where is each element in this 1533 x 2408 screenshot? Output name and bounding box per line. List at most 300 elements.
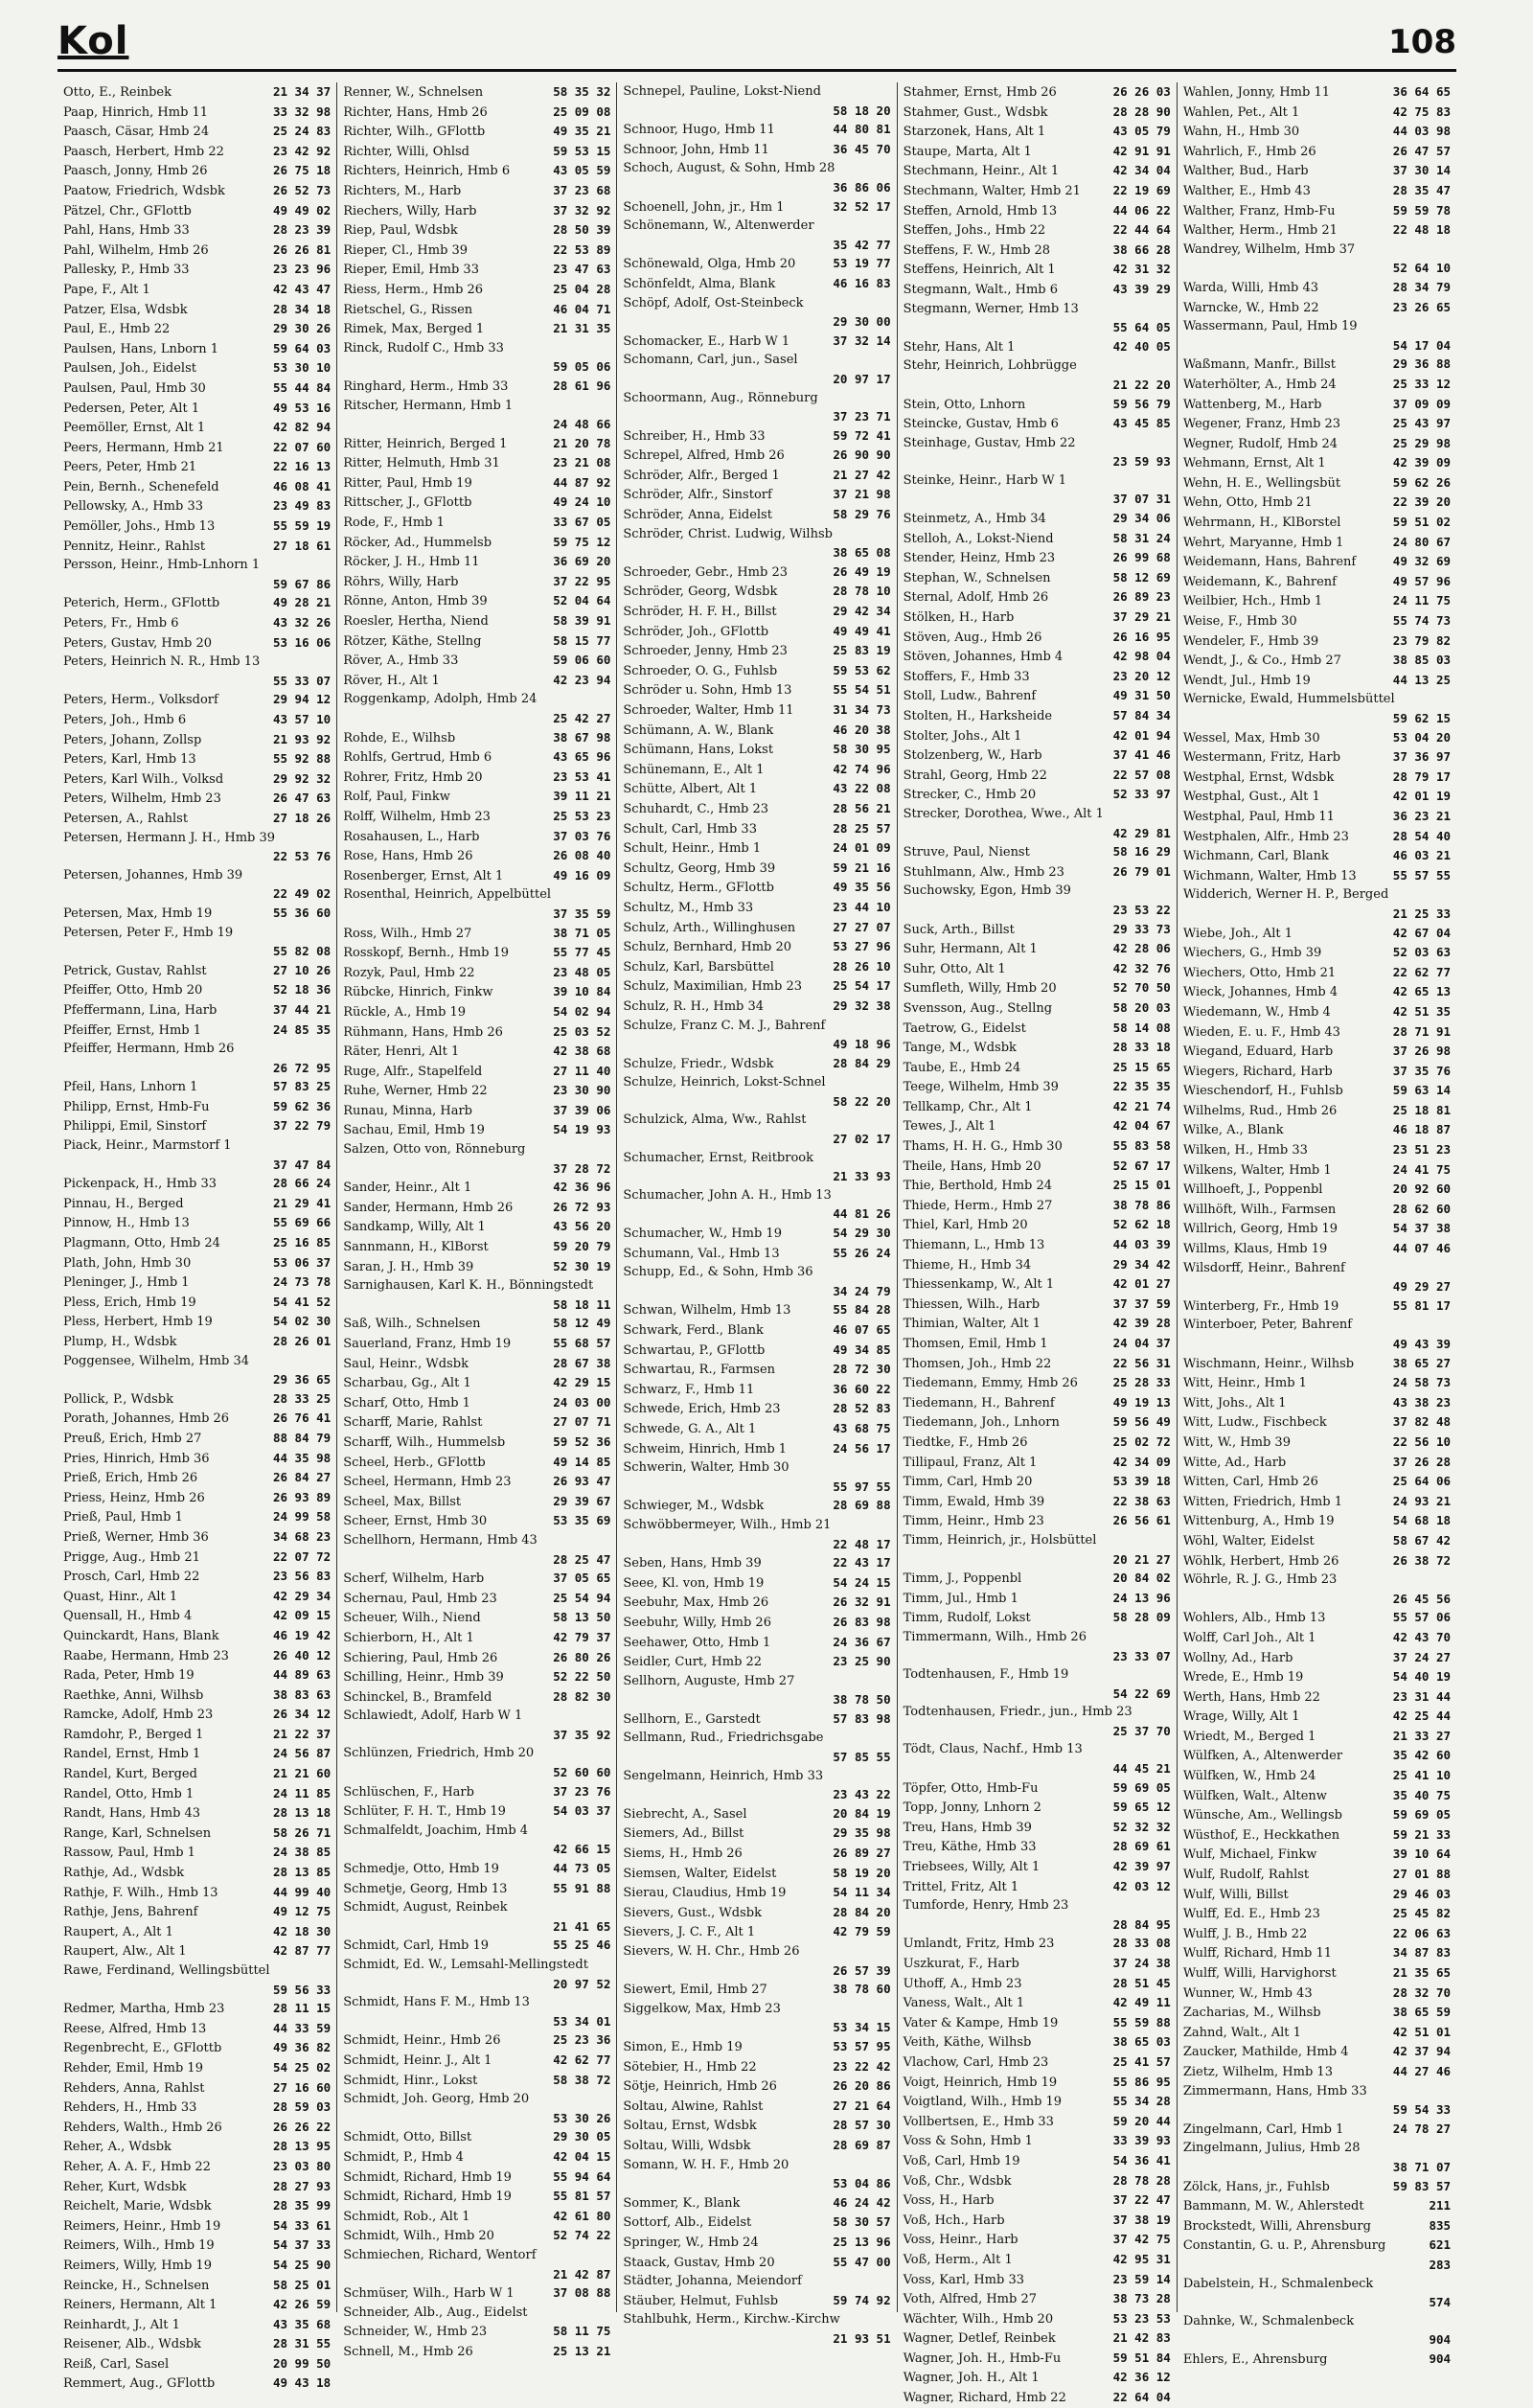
directory-entry	[904, 1818, 1171, 1838]
entry-phone-number: 29 30 26	[272, 321, 332, 336]
directory-entry	[623, 1633, 890, 1653]
entry-name: Tiedemann, Joh., Lnhorn	[903, 1415, 1060, 1431]
entry-name: Waterhölter, A., Hmb 24	[1182, 377, 1337, 392]
directory-entry	[63, 633, 331, 654]
directory-entry	[63, 2019, 331, 2039]
entry-phone-number: 28 72 30	[833, 1362, 891, 1377]
entry-name: Reisener, Alb., Wdsbk	[63, 2337, 201, 2352]
entry-phone-number: 46 03 21	[1392, 848, 1452, 863]
entry-name: Stölken, H., Harb	[903, 610, 1015, 626]
entry-phone-number: 22 44 64	[1112, 222, 1171, 238]
entry-phone-number: 55 83 58	[1112, 1138, 1171, 1154]
entry-name: Riechers, Willy, Harb	[343, 203, 477, 218]
directory-entry	[343, 2226, 610, 2246]
entry-phone-number: 42 82 94	[272, 420, 332, 435]
directory-entry	[343, 768, 610, 788]
directory-entry	[904, 959, 1171, 979]
entry-name: Reese, Alfred, Hmb 13	[63, 2021, 207, 2036]
directory-entry	[623, 740, 890, 760]
entry-name: Wöhl, Walter, Eidelst	[1182, 1533, 1315, 1548]
entry-name: Ramdohr, P., Berged 1	[63, 1727, 204, 1742]
entry-name: Starzonek, Hans, Alt 1	[903, 125, 1046, 140]
directory-entry	[63, 1961, 331, 1981]
entry-phone-number: 22 64 04	[1112, 2390, 1171, 2405]
entry-name: Prieß, Erich, Hmb 26	[63, 1471, 198, 1486]
directory-entry	[623, 1652, 890, 1672]
entry-name: Timm, Heinrich, jr., Holsbüttel	[903, 1532, 1097, 1548]
directory-entry	[623, 2057, 890, 2077]
entry-phone-number: 49 53 16	[272, 400, 332, 415]
entry-phone-number: 58 13 50	[553, 1610, 611, 1625]
directory-entry	[63, 1021, 331, 1041]
entry-phone-number: 25 03 52	[553, 1023, 611, 1039]
directory-entry	[343, 1589, 610, 1609]
directory-entry	[343, 1022, 610, 1043]
entry-name: Schütte, Albert, Alt 1	[623, 782, 758, 797]
entry-phone-number: 42 66 15	[553, 1842, 611, 1857]
entry-name: Richters, Heinrich, Hmb 6	[343, 164, 511, 179]
entry-name: Steinmetz, A., Hmb 34	[903, 512, 1046, 527]
directory-entry	[623, 1341, 890, 1361]
directory-entry	[623, 1300, 890, 1320]
directory-entry	[63, 1429, 331, 1449]
directory-entry	[1183, 434, 1451, 454]
directory-entry	[63, 1999, 331, 2019]
entry-name: Porath, Johannes, Hmb 26	[63, 1411, 230, 1427]
directory-entry	[623, 622, 890, 642]
entry-name: Tillipaul, Franz, Alt 1	[903, 1455, 1038, 1470]
entry-phone-number: 58 67 42	[1392, 1532, 1452, 1548]
directory-entry	[904, 1665, 1171, 1685]
entry-phone-number: 37 42 75	[1112, 2232, 1171, 2247]
entry-name: Sarnighausen, Karl K. H., Bönningstedt	[343, 1278, 594, 1294]
entry-name: Pfeffermann, Lina, Harb	[63, 1002, 217, 1018]
directory-entry	[623, 1613, 890, 1633]
directory-entry	[904, 978, 1171, 998]
entry-phone-number: 25 02 72	[1112, 1433, 1171, 1449]
directory-entry	[904, 2190, 1171, 2211]
entry-phone-number: 46 20 38	[833, 722, 891, 737]
entry-phone-number: 211	[1429, 2198, 1452, 2213]
directory-entry	[1183, 1259, 1451, 1278]
entry-phone-number: 28 33 18	[1112, 1040, 1171, 1055]
entry-name: Peters, Joh., Hmb 6	[63, 713, 187, 727]
directory-entry	[1183, 768, 1451, 788]
entry-phone-number: 22 53 89	[553, 241, 611, 257]
entry-phone-number: 38 78 86	[1112, 1197, 1171, 1212]
entry-name: Wagner, Joh. H., Alt 1	[903, 2371, 1040, 2386]
directory-entry	[63, 1705, 331, 1725]
entry-name: Trittel, Fritz, Alt 1	[903, 1879, 1019, 1894]
entry-name: Tellkamp, Chr., Alt 1	[903, 1099, 1033, 1114]
entry-phone-number: 21 93 92	[272, 731, 332, 746]
directory-entry	[1183, 2100, 1451, 2120]
directory-entry	[904, 842, 1171, 862]
entry-phone-number: 38 65 08	[833, 545, 891, 561]
directory-entry	[623, 1844, 890, 1864]
directory-entry	[343, 1801, 610, 1822]
entry-phone-number: 58 19 20	[833, 1865, 891, 1880]
directory-entry	[623, 236, 890, 255]
entry-name: Witt, Ludw., Fischbeck	[1182, 1415, 1327, 1431]
entry-name: Steincke, Gustav, Hmb 6	[903, 417, 1059, 432]
entry-phone-number: 53 35 69	[553, 1513, 611, 1528]
entry-phone-number: 37 24 27	[1392, 1649, 1452, 1664]
directory-entry	[904, 337, 1171, 357]
directory-entry	[904, 142, 1171, 162]
directory-entry	[904, 1019, 1171, 1039]
entry-phone-number: 22 62 77	[1392, 964, 1452, 979]
directory-entry	[63, 2137, 331, 2157]
entry-phone-number: 49 31 50	[1112, 688, 1171, 703]
directory-entry	[63, 2038, 331, 2058]
entry-name: Dabelstein, H., Schmalenbeck	[1182, 2276, 1374, 2291]
directory-entry	[1183, 747, 1451, 768]
entry-name: Voß, Herm., Alt 1	[903, 2252, 1013, 2267]
entry-phone-number: 53 04 20	[1392, 729, 1452, 745]
entry-name: Schlüter, F. H. T., Hmb 19	[343, 1804, 506, 1820]
directory-entry	[63, 749, 331, 769]
entry-phone-number: 27 16 60	[272, 2079, 332, 2095]
entry-phone-number: 23 56 83	[272, 1569, 332, 1584]
entry-phone-number: 44 03 98	[1392, 124, 1452, 139]
directory-entry	[343, 866, 610, 886]
directory-entry	[904, 939, 1171, 959]
entry-phone-number: 42 43 70	[1392, 1629, 1452, 1644]
entry-name: Steffens, Heinrich, Alt 1	[903, 263, 1056, 278]
directory-entry	[63, 1273, 331, 1293]
directory-entry	[343, 1628, 610, 1648]
entry-phone-number: 55 91 88	[553, 1880, 611, 1895]
entry-phone-number: 42 51 01	[1392, 2024, 1452, 2039]
entry-name: Tumforde, Henry, Hmb 23	[903, 1898, 1069, 1914]
entry-name: Wagner, Richard, Hmb 22	[903, 2391, 1066, 2406]
directory-entry	[1183, 241, 1451, 260]
entry-phone-number: 49 32 69	[1392, 554, 1452, 569]
entry-name: Westphal, Ernst, Wdsbk	[1182, 769, 1335, 785]
entry-name: Salzen, Otto von, Rönneburg	[343, 1142, 526, 1158]
entry-name: Stender, Heinz, Hmb 23	[903, 551, 1056, 566]
entry-name: Pennitz, Heinr., Rahlst	[63, 539, 206, 554]
directory-entry	[343, 2167, 610, 2188]
entry-name: Wülfken, Walt., Altenw	[1182, 1788, 1327, 1803]
entry-phone-number: 26 49 19	[833, 563, 891, 579]
entry-phone-number: 23 25 90	[833, 1654, 891, 1669]
entry-phone-number: 88 84 79	[272, 1430, 332, 1445]
entry-name: Strecker, C., Hmb 20	[903, 788, 1037, 803]
entry-name: Stäuber, Helmut, Fuhlsb	[623, 2293, 779, 2308]
entry-name: Riess, Herm., Hmb 26	[343, 282, 484, 297]
directory-entry	[63, 690, 331, 710]
entry-phone-number: 46 08 41	[272, 478, 332, 493]
directory-entry	[904, 1934, 1171, 1954]
directory-entry	[1183, 1551, 1451, 1571]
entry-name: Petersen, Max, Hmb 19	[63, 906, 213, 921]
directory-entry	[343, 1081, 610, 1101]
entry-name: Wendt, Jul., Hmb 19	[1182, 673, 1311, 688]
entry-phone-number: 42 36 96	[553, 1180, 611, 1195]
entry-phone-number: 34 68 23	[272, 1528, 332, 1544]
directory-entry	[904, 1740, 1171, 1759]
entry-phone-number: 20 97 17	[833, 371, 891, 386]
entry-phone-number: 42 01 27	[1112, 1276, 1171, 1292]
entry-phone-number: 58 30 95	[833, 742, 891, 757]
entry-name: Timmermann, Wilh., Hmb 26	[903, 1629, 1087, 1644]
entry-name: Sötebier, H., Hmb 22	[623, 2059, 757, 2075]
directory-entry	[1183, 2350, 1451, 2370]
entry-name: Wilke, A., Blank	[1182, 1123, 1284, 1138]
directory-entry	[904, 490, 1171, 509]
entry-phone-number: 24 13 96	[1112, 1590, 1171, 1605]
directory-entry	[1183, 82, 1451, 103]
entry-phone-number: 22 39 20	[1392, 494, 1452, 510]
entry-phone-number: 24 73 78	[272, 1274, 332, 1290]
entry-name: Scheel, Max, Billst	[343, 1494, 462, 1509]
entry-name: Soltau, Ernst, Wdsbk	[623, 2119, 757, 2134]
entry-name: Schumacher, John A. H., Hmb 13	[623, 1187, 832, 1203]
entry-name: Weidemann, K., Bahrenf	[1182, 574, 1337, 589]
entry-phone-number: 52 62 18	[1112, 1217, 1171, 1232]
directory-entry	[343, 280, 610, 300]
directory-entry	[1183, 1963, 1451, 1984]
entry-phone-number: 55 59 88	[1112, 2014, 1171, 2030]
entry-phone-number: 38 78 50	[833, 1692, 891, 1708]
entry-phone-number: 36 86 06	[833, 179, 891, 195]
entry-name: Stahmer, Gust., Wdsbk	[903, 104, 1048, 120]
entry-phone-number: 27 18 26	[272, 810, 332, 825]
entry-name: Reincke, H., Schnelsen	[63, 2278, 210, 2293]
entry-phone-number: 54 41 52	[272, 1294, 332, 1309]
entry-phone-number: 38 83 63	[272, 1686, 332, 1702]
entry-phone-number: 37 29 21	[1112, 609, 1171, 625]
directory-entry	[1183, 1590, 1451, 1609]
entry-phone-number: 21 22 20	[1112, 377, 1171, 392]
entry-name: Schmidt, Rob., Alt 1	[343, 2209, 470, 2224]
entry-name: Thieme, H., Hmb 34	[903, 1257, 1032, 1273]
directory-entry	[343, 943, 610, 963]
entry-name: Schmidt, Carl, Hmb 19	[343, 1938, 490, 1954]
directory-entry	[343, 671, 610, 691]
directory-entry	[343, 2283, 610, 2304]
entry-phone-number: 27 21 64	[833, 2098, 891, 2113]
entry-phone-number: 55 44 84	[272, 379, 332, 395]
entry-name: Philippi, Emil, Sinstorf	[63, 1119, 207, 1135]
entry-phone-number: 24 85 35	[272, 1021, 332, 1037]
entry-phone-number: 27 18 61	[272, 538, 332, 553]
entry-name: Uszkurat, F., Harb	[903, 1957, 1019, 1971]
entry-phone-number: 46 18 87	[1392, 1122, 1452, 1137]
directory-entry	[343, 2147, 610, 2167]
entry-name: Wulf, Rudolf, Rahlst	[1182, 1868, 1310, 1883]
directory-entry	[623, 1360, 890, 1380]
entry-phone-number: 52 03 63	[1392, 945, 1452, 960]
entry-name: Wichmann, Carl, Blank	[1182, 849, 1329, 864]
directory-entry	[343, 415, 610, 434]
entry-phone-number: 26 47 57	[1392, 143, 1452, 158]
entry-name: Strahl, Georg, Hmb 22	[903, 768, 1047, 783]
directory-entry	[343, 1120, 610, 1140]
entry-phone-number: 42 23 94	[553, 672, 611, 687]
entry-name: Thiessenkamp, W., Alt 1	[903, 1277, 1055, 1293]
entry-phone-number: 59 75 12	[553, 534, 611, 549]
directory-entry	[63, 1194, 331, 1214]
entry-name: Weilbier, Hch., Hmb 1	[1182, 594, 1323, 609]
entry-name: Schumann, Val., Hmb 13	[623, 1246, 780, 1261]
entry-name: Vlachow, Carl, Hmb 23	[903, 2054, 1049, 2070]
entry-name: Wrede, E., Hmb 19	[1182, 1670, 1304, 1686]
entry-name: Timm, J., Poppenbl	[903, 1571, 1022, 1587]
entry-phone-number: 55 26 24	[833, 1245, 891, 1260]
entry-name: Winterboer, Peter, Bahrenf	[1182, 1318, 1353, 1333]
entry-name: Plagmann, Otto, Hmb 24	[63, 1236, 220, 1251]
directory-entry	[63, 769, 331, 790]
entry-name: Walther, Herm., Hmb 21	[1182, 223, 1338, 239]
entry-phone-number: 49 14 85	[553, 1454, 611, 1469]
entry-name: Reimers, Wilh., Hmb 19	[63, 2238, 215, 2254]
directory-entry	[1183, 2236, 1451, 2256]
entry-name: Schnoor, Hugo, Hmb 11	[623, 123, 775, 138]
entry-phone-number: 23 53 41	[553, 768, 611, 784]
directory-entry	[623, 159, 890, 178]
entry-phone-number: 27 11 40	[553, 1063, 611, 1078]
entry-phone-number: 58 29 76	[833, 507, 891, 522]
directory-entry	[343, 709, 610, 728]
entry-phone-number: 49 18 96	[833, 1037, 891, 1052]
directory-entry	[623, 2156, 890, 2175]
entry-phone-number: 55 94 64	[553, 2168, 611, 2184]
directory-entry	[904, 745, 1171, 766]
entry-phone-number: 43 57 10	[272, 712, 332, 726]
entry-name: Sommer, K., Blank	[623, 2195, 741, 2211]
directory-entry	[1183, 2082, 1451, 2101]
entry-phone-number: 37 24 38	[1112, 1956, 1171, 1970]
entry-name: Schulz, Bernhard, Hmb 20	[623, 940, 792, 955]
directory-entry	[623, 426, 890, 447]
entry-name: Wrage, Willy, Alt 1	[1182, 1709, 1300, 1725]
directory-entry	[623, 957, 890, 977]
entry-phone-number: 52 70 50	[1112, 980, 1171, 996]
entry-name: Saran, J. H., Hmb 39	[343, 1259, 474, 1274]
directory-entry	[623, 1496, 890, 1516]
directory-entry	[623, 1092, 890, 1112]
entry-phone-number: 52 30 19	[553, 1258, 611, 1273]
directory-entry	[1183, 846, 1451, 866]
entry-name: Richters, M., Harb	[343, 183, 462, 198]
entry-phone-number: 42 37 94	[1392, 2044, 1452, 2059]
entry-name: Rathje, F. Wilh., Hmb 13	[63, 1885, 218, 1900]
entry-name: Rosenberger, Ernst, Alt 1	[343, 868, 504, 883]
entry-phone-number: 58 18 20	[833, 103, 891, 118]
entry-phone-number: 53 06 37	[272, 1254, 332, 1270]
directory-entry	[343, 357, 610, 377]
entry-phone-number: 21 21 60	[272, 1766, 332, 1781]
entry-phone-number: 42 74 96	[833, 761, 891, 776]
entry-name: Schröder, H. F. H., Billst	[623, 605, 777, 620]
entry-phone-number: 36 60 22	[833, 1381, 891, 1396]
entry-name: Stegmann, Werner, Hmb 13	[903, 301, 1079, 316]
directory-entry	[623, 1883, 890, 1903]
entry-name: Schernau, Paul, Hmb 23	[343, 1591, 497, 1606]
directory-entry	[63, 1293, 331, 1313]
entry-phone-number: 28 25 57	[833, 820, 891, 836]
entry-name: Stolzenberg, W., Harb	[903, 748, 1042, 764]
entry-name: Rawe, Ferdinand, Wellingsbüttel	[63, 1963, 270, 1978]
entry-name: Schwieger, M., Wdsbk	[623, 1499, 765, 1514]
directory-entry	[63, 181, 331, 201]
entry-phone-number: 43 39 29	[1112, 281, 1171, 296]
entry-name: Rietschel, G., Rissen	[343, 302, 473, 317]
entry-name: Schoch, August, & Sohn, Hmb 28	[623, 161, 835, 176]
directory-entry	[343, 924, 610, 944]
entry-name: Walther, Bud., Harb	[1182, 164, 1309, 179]
entry-phone-number: 55 97 55	[833, 1479, 891, 1494]
directory-entry	[623, 2037, 890, 2057]
directory-entry	[1183, 1335, 1451, 1354]
entry-name: Seee, Kl. von, Hmb 19	[623, 1575, 765, 1591]
entry-name: Willrich, Georg, Hmb 19	[1182, 1222, 1339, 1237]
directory-entry	[343, 2090, 610, 2109]
directory-entry	[1183, 1062, 1451, 1082]
directory-entry	[1183, 2275, 1451, 2294]
directory-entry	[1183, 885, 1451, 905]
entry-name: Wilken, H., Hmb 33	[1182, 1143, 1308, 1158]
entry-name: Wehmann, Ernst, Alt 1	[1182, 456, 1326, 471]
entry-phone-number: 49 36 82	[272, 2040, 332, 2055]
entry-name: Siemers, Ad., Billst	[623, 1826, 744, 1842]
entry-name: Schmidt, Richard, Hmb 19	[343, 2190, 512, 2205]
entry-name: Rode, F., Hmb 1	[343, 516, 445, 531]
entry-name: Paulsen, Paul, Hmb 30	[63, 380, 206, 396]
entry-phone-number: 42 21 74	[1112, 1098, 1171, 1113]
entry-phone-number: 59 63 14	[1392, 1083, 1452, 1098]
entry-name: Rehder, Emil, Hmb 19	[63, 2060, 203, 2075]
directory-entry	[904, 241, 1171, 261]
entry-name: Tödt, Claus, Nachf., Hmb 13	[903, 1742, 1083, 1757]
entry-phone-number: 28 54 40	[1392, 828, 1452, 843]
entry-name: Rinck, Rudolf C., Hmb 33	[343, 340, 504, 355]
entry-phone-number: 37 22 95	[553, 573, 611, 588]
directory-entry	[343, 651, 610, 671]
entry-phone-number: 58 38 72	[553, 2072, 611, 2087]
directory-entry	[623, 140, 890, 160]
directory-entry	[63, 516, 331, 537]
directory-entry	[343, 631, 610, 652]
directory-entry	[1183, 201, 1451, 221]
directory-entry	[904, 706, 1171, 726]
entry-phone-number: 43 45 85	[1112, 416, 1171, 431]
directory-entry	[904, 1531, 1171, 1550]
directory-entry	[63, 2276, 331, 2296]
entry-name: Witten, Friedrich, Hmb 1	[1182, 1494, 1342, 1509]
entry-name: Wagner, Joh. H., Hmb-Fu	[903, 2351, 1062, 2366]
entry-phone-number: 22 35 35	[1112, 1079, 1171, 1094]
entry-phone-number: 57 85 55	[833, 1750, 891, 1765]
entry-name: Thiemann, L., Hmb 13	[903, 1238, 1045, 1253]
entry-phone-number: 43 32 26	[272, 615, 332, 631]
directory-entry	[1183, 1885, 1451, 1905]
entry-name: Peters, Johann, Zollsp	[63, 732, 202, 747]
directory-entry	[63, 613, 331, 633]
entry-name: Paul, E., Hmb 22	[63, 322, 171, 337]
directory-entry	[623, 197, 890, 218]
directory-entry	[623, 2310, 890, 2329]
entry-name: Röcker, J. H., Hmb 11	[343, 555, 480, 570]
entry-phone-number: 59 69 05	[1392, 1807, 1452, 1823]
entry-phone-number: 21 35 65	[1392, 1965, 1452, 1980]
entry-phone-number: 37 35 92	[553, 1727, 611, 1742]
entry-phone-number: 28 69 87	[833, 2137, 891, 2152]
entry-phone-number: 34 24 79	[833, 1283, 891, 1298]
